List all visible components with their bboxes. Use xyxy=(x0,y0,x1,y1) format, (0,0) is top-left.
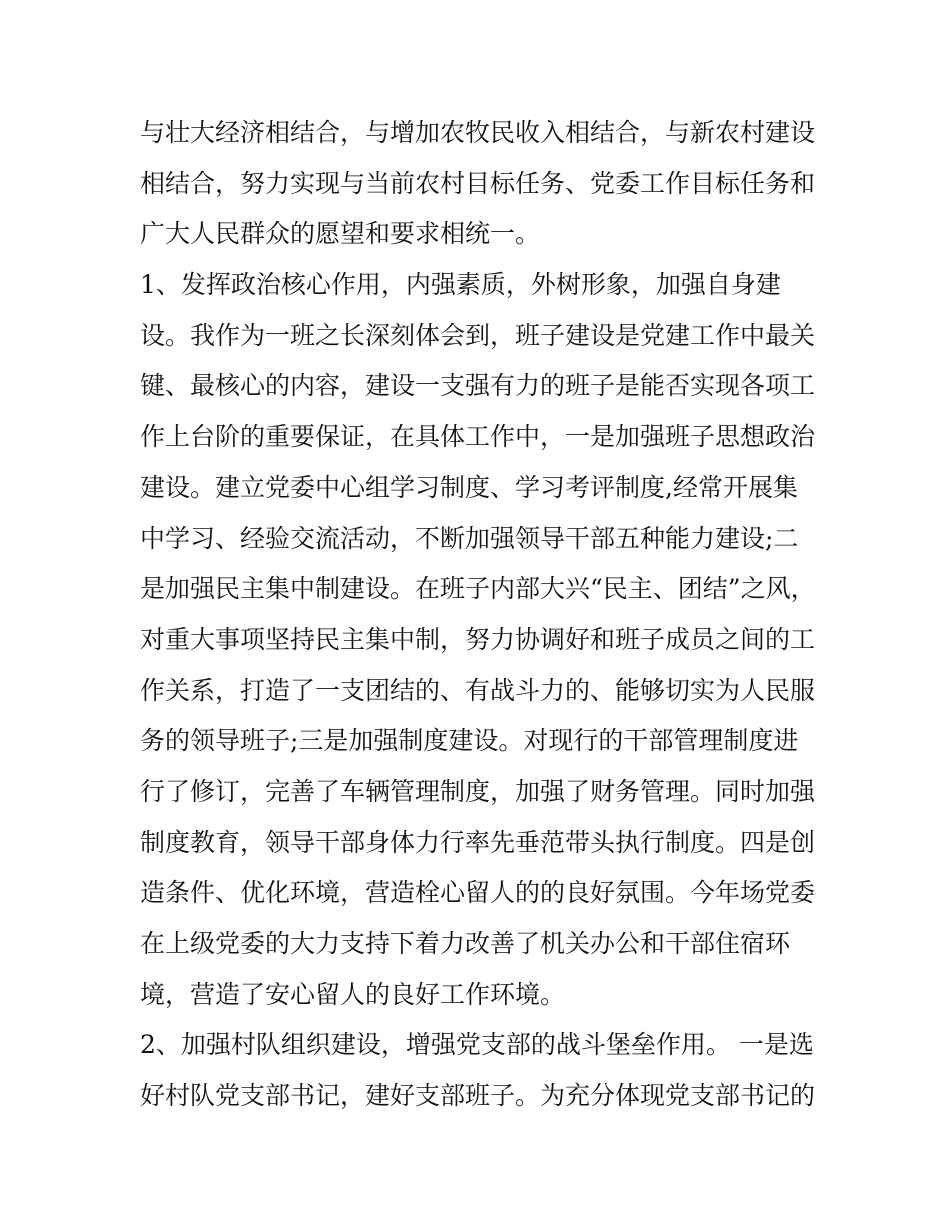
text-line: 设。我作为一班之长深刻体会到，班子建设是党建工作中最关 xyxy=(140,320,816,350)
text-line: 中学习、经验交流活动，不断加强领导干部五种能力建设;二 xyxy=(140,523,799,553)
text-line: 作关系，打造了一支团结的、有战斗力的、能够切实为人民服 xyxy=(140,675,816,705)
text-line: 键、最核心的内容，建设一支强有力的班子是能否实现各项工 xyxy=(140,371,816,401)
text-line: 作上台阶的重要保证，在具体工作中，一是加强班子思想政治 xyxy=(140,422,816,452)
text-line: 建设。建立党委中心组学习制度、学习考评制度,经常开展集 xyxy=(140,472,798,502)
text-line: 相结合，努力实现与当前农村目标任务、党委工作目标任务和 xyxy=(140,168,816,198)
text-line: 制度教育，领导干部身体力行率先垂范带头执行制度。四是创 xyxy=(140,827,816,857)
text-line: 行了修订，完善了车辆管理制度，加强了财务管理。同时加强 xyxy=(140,776,816,806)
text-line: 对重大事项坚持民主集中制，努力协调好和班子成员之间的工 xyxy=(140,624,816,654)
text-line: 境，营造了安心留人的良好工作环境。 xyxy=(140,979,566,1009)
text-line: 务的领导班子;三是加强制度建设。对现行的干部管理制度进 xyxy=(140,726,799,756)
text-line: 是加强民主集中制建设。在班子内部大兴“民主、团结”之风， xyxy=(140,574,816,604)
text-line: 1、发挥政治核心作用，内强素质，外树形象，加强自身建 xyxy=(140,270,781,300)
text-line: 造条件、优化环境，营造栓心留人的的良好氛围。今年场党委 xyxy=(140,878,816,908)
text-line: 与壮大经济相结合，与增加农牧民收入相结合，与新农村建设 xyxy=(140,118,816,147)
document-body xyxy=(140,108,814,1122)
text-line: 2、加强村队组织建设，增强党支部的战斗堡垒作用。 一是选 xyxy=(140,1030,814,1060)
text-line: 好村队党支部书记，建好支部班子。为充分体现党支部书记的 xyxy=(140,1081,816,1111)
text-line: 广大人民群众的愿望和要求相统一。 xyxy=(140,219,541,249)
text-line: 在上级党委的大力支持下着力改善了机关办公和干部住宿环 xyxy=(140,929,791,958)
